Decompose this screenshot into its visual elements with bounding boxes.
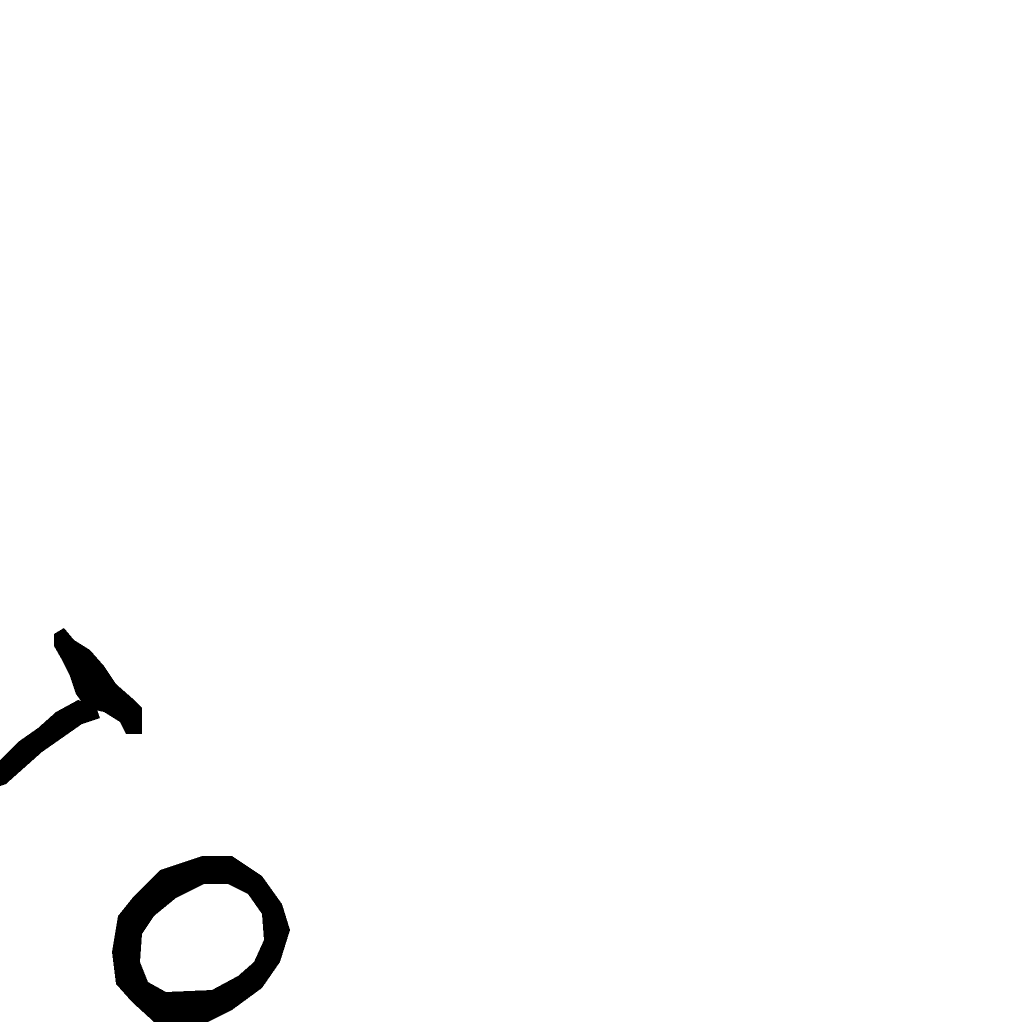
ellipse-shape	[112, 856, 290, 1022]
ellipse-outline	[112, 856, 290, 1022]
arrow-icon	[0, 628, 142, 786]
arrow-shaft	[0, 700, 100, 786]
